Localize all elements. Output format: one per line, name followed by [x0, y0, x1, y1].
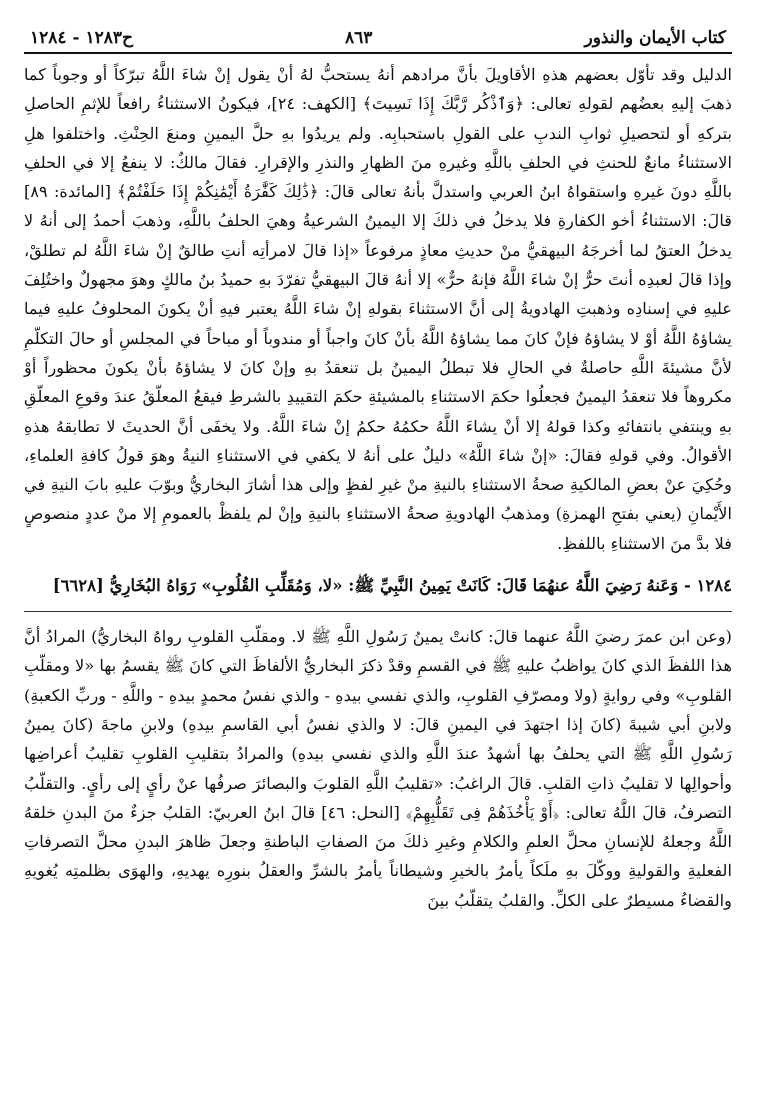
chapter-title: كتاب الأيمان والنذور: [584, 28, 726, 48]
upper-commentary: [24, 60, 732, 558]
lower-commentary: [24, 622, 732, 915]
page-header: [24, 28, 732, 54]
hadith-text: [24, 570, 732, 612]
page-number: ٨٦٣: [345, 28, 373, 48]
hadith-range: ح١٢٨٣ - ١٢٨٤: [30, 28, 133, 48]
hadith-number: ١٢٨٤: [696, 576, 732, 596]
commentary-paragraph: (وعن ابن عمرَ رضيَ اللَّهُ عنهما قالَ: كانتْ يمينُ رَسُولِ اللَّهِ ﷺ لا. ومقلّبِ القلوبِ رواهُ البخاريُّ) المرادُ أنَّ هذا اللفظَ الذي كانَ يواظبُ عليهِ ﷺ في القسمِ وقدْ ذكرَ البخاريُّ الألفاظَ التي كانَ ﷺ يقسمُ بها «لا ومقلّبِ القلوبِ» وفي روايةٍ (ولا ومصرّفِ القلوبِ، والذي نفسي بيدهِ - والذي نفسُ محمدٍ بيدهِ - واللَّهِ - وربِّ الكعبةِ) ولابنِ أبي شيبةَ (كانَ إذا اجتهدَ في اليمينِ قالَ: لا والذي نفسُ أبي القاسمِ بيدهِ) ولابنِ ماجةَ (كانَ يمينُ رَسُولِ اللَّهِ ﷺ التي يحلفُ بها أشهدُ عندَ اللَّهِ والذي نفسي بيدهِ) والمرادُ بتقليبِ القلوبِ تقليبُ أعراضِها وأحوالِها لا تقليبُ ذاتِ القلبِ. قالَ الراغبُ: «تقليبُ اللَّهِ القلوبَ والبصائرَ صرفُها عنْ رأيٍ إلى رأيٍ. والتقلّبُ التصرفُ، قالَ اللَّهُ تعالى: ﴿أَوْ يَأْخُذَهُمْ فِى تَقَلُّبِهِمْ﴾ [النحل: ٤٦] قالَ ابنُ العربيّ: القلبُ جزءٌ منَ البدنِ خلقهُ اللَّهُ وجعلهُ للإنسانِ محلَّ العلمِ والكلامِ وغيرِ ذلكَ منَ الصفاتِ الباطنةِ وجعلَ ظاهرَ البدنِ محلَّ التصرفاتِ الفعليةِ والقوليةِ ووكّلَ بهِ ملَكاً يأمرُ بالخيرِ وشيطاناً يأمرُ بالشرِّ والعقلُ بنورِه يهديهِ، والهوَى بظلمتِه يُغويهِ والقضاءُ مسيطرٌ على الكلِّ. والقلبُ يتقلّبُ بينَ: [24, 627, 732, 910]
commentary-paragraph: الدليل وقد تأوّل بعضهم هذهِ الأقاويلَ بأنَّ مرادهم أنهُ يستحبُّ لهُ أنْ يقول إنْ شاءَ اللَّهُ تبرّكاً أو وجوباً كما ذهبَ إليهِ بعضُهم لقولهِ تعالى: ﴿وَٱذْكُر رَّبَّكَ إِذَا نَسِيتَ﴾ [الكهف: ٢٤]، فيكونُ الاستثناءُ رافعاً للإثمِ الحاصلِ بتركهِ أو لتحصيلِ ثوابِ الندبِ على القولِ باستحبابِه. ولم يريدُوا بهِ حلَّ اليمينِ ومنعَ الحِنْثِ. واختلفوا هلِ الاستثناءُ مانعٌ للحنثِ في الحلفِ باللَّهِ وغيرهِ منَ الظهارِ والنذرِ والإقرارِ. فقالَ مالكٌ: لا ينفعُ إلا في الحلفِ باللَّهِ دونَ غيرهِ واستقواهُ ابنُ العربي واستدلَّ بأنهُ تعالى قالَ: ﴿ذَٰلِكَ كَفَّٰرَةُ أَيْمَٰنِكُمْ إِذَا حَلَفْتُمْ﴾ [المائدة: ٨٩] قالَ: الاستثناءُ أخو الكفارةِ فلا يدخلُ في ذلكَ إلا اليمينُ الشرعيةُ وهيَ الحلفُ باللَّهِ، وذهبَ أحمدُ إلى أنهُ لا يدخلُ العتقُ لما أخرجَهُ البيهقيُّ منْ حديثِ معاذٍ مرفوعاً «إذا قالَ لامرأتِه أنتِ طالقٌ إنْ شاءَ اللَّهُ لم تطلقْ، وإذا قالَ لعبدِه أنتَ حرٌّ إنْ شاءَ اللَّهُ فإنهُ حرٌّ» إلا أنهُ قالَ البيهقيُّ تفرّدَ بهِ حميدُ بنُ مالكٍ وهوَ مجهولٌ واختُلِفَ عليهِ في إسنادِه وذهبتِ الهادويةُ إلى أنَّ الاستثناءَ بقولهِ إنْ شاءَ اللَّهُ يعتبر فيهِ أنْ يكونَ المحلوفُ عليهِ فيما يشاؤهُ اللَّهُ أوْ لا يشاؤهُ فإنْ كانَ مما يشاؤهُ اللَّهُ بأنْ كانَ واجباً أو مندوباً أو مباحاً في المجلسِ أو حالَ التكلّمِ لأنَّ مشيئةَ اللَّهِ حاصلةٌ في الحالِ فلا تبطلُ اليمينُ بل تنعقدُ بهِ وإنْ كانَ لا يشاؤهُ بأنْ يكونَ محظوراً أوْ مكروهاً فلا تنعقدُ اليمينُ فجعلُوا حكمَ الاستثناءِ بالمشيئةِ حكمَ التقييدِ بالشرطِ فيقعُ المعلّقُ عندَ وقوعِ المعلّقِ بهِ وينتفي بانتفائهِ وكذا قولهُ إلا أنْ يشاءَ اللَّهُ حكمُهُ حكمُ إنْ شاءَ اللَّهُ. ولا يخفَى أنَّ الحديثَ لا تطابقهُ هذهِ الأقوالُ. وفي قولهِ فقالَ: «إنْ شاءَ اللَّهُ» دليلٌ على أنهُ لا يكفي في الاستثناءِ النيةُ وهوَ قولُ كافةِ العلماءِ، وحُكِيَ عنْ بعضِ المالكيةِ صحةُ الاستثناءِ بالنيةِ منْ غيرِ لفظٍ وإلى هذا أشارَ البخاريُّ وبوّبَ عليهِ بابَ النيةِ في الأَيْمانِ (يعني بفتحِ الهمزةِ) ومذهبُ الهادويةِ صحةُ الاستثناءِ بالنيةِ وإنْ لم يلفظْ بالعمومِ إلا منْ عددٍ منصوصٍ فلا بدَّ منَ الاستثناءِ باللفظِ.: [24, 65, 732, 553]
hadith-reference: [٦٦٢٨]: [52, 576, 104, 596]
hadith-body: - وَعَنهُ رَضِيَ اللَّهُ عنهُمَا قَالَ: كَانَتْ يَمِينُ النَّبِيِّ ﷺ: «لا، وَمُقَلِّبِ القُلُوبِ» رَوَاهُ البُخَارِيُّ: [109, 576, 691, 596]
